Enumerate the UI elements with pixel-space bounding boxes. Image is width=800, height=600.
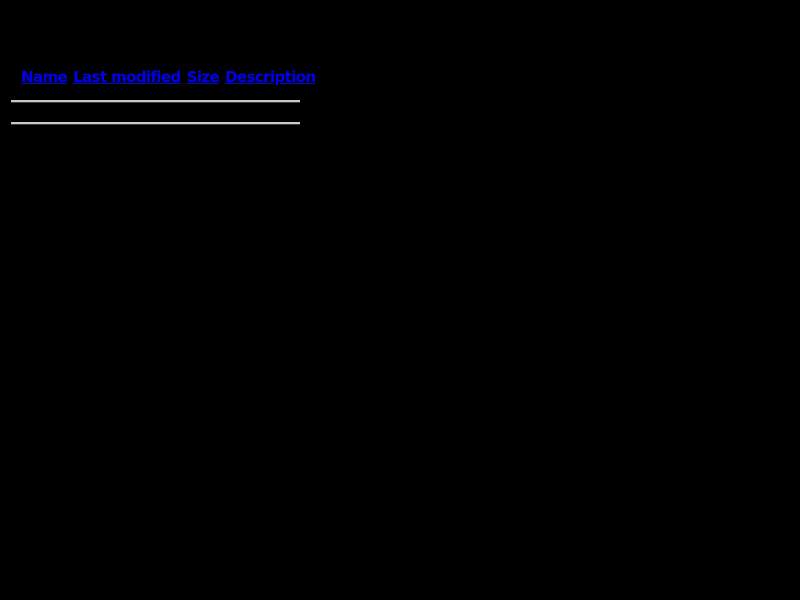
sort-by-description-link[interactable]: Description — [225, 68, 316, 86]
sort-by-last-modified-link[interactable]: Last modified — [73, 68, 181, 86]
sort-by-size-link[interactable]: Size — [186, 68, 220, 86]
listing-column-headers — [21, 68, 316, 86]
listing-rule-top — [11, 100, 300, 102]
sort-by-name-link[interactable]: Name — [21, 68, 68, 86]
listing-rule-bottom — [11, 122, 300, 124]
